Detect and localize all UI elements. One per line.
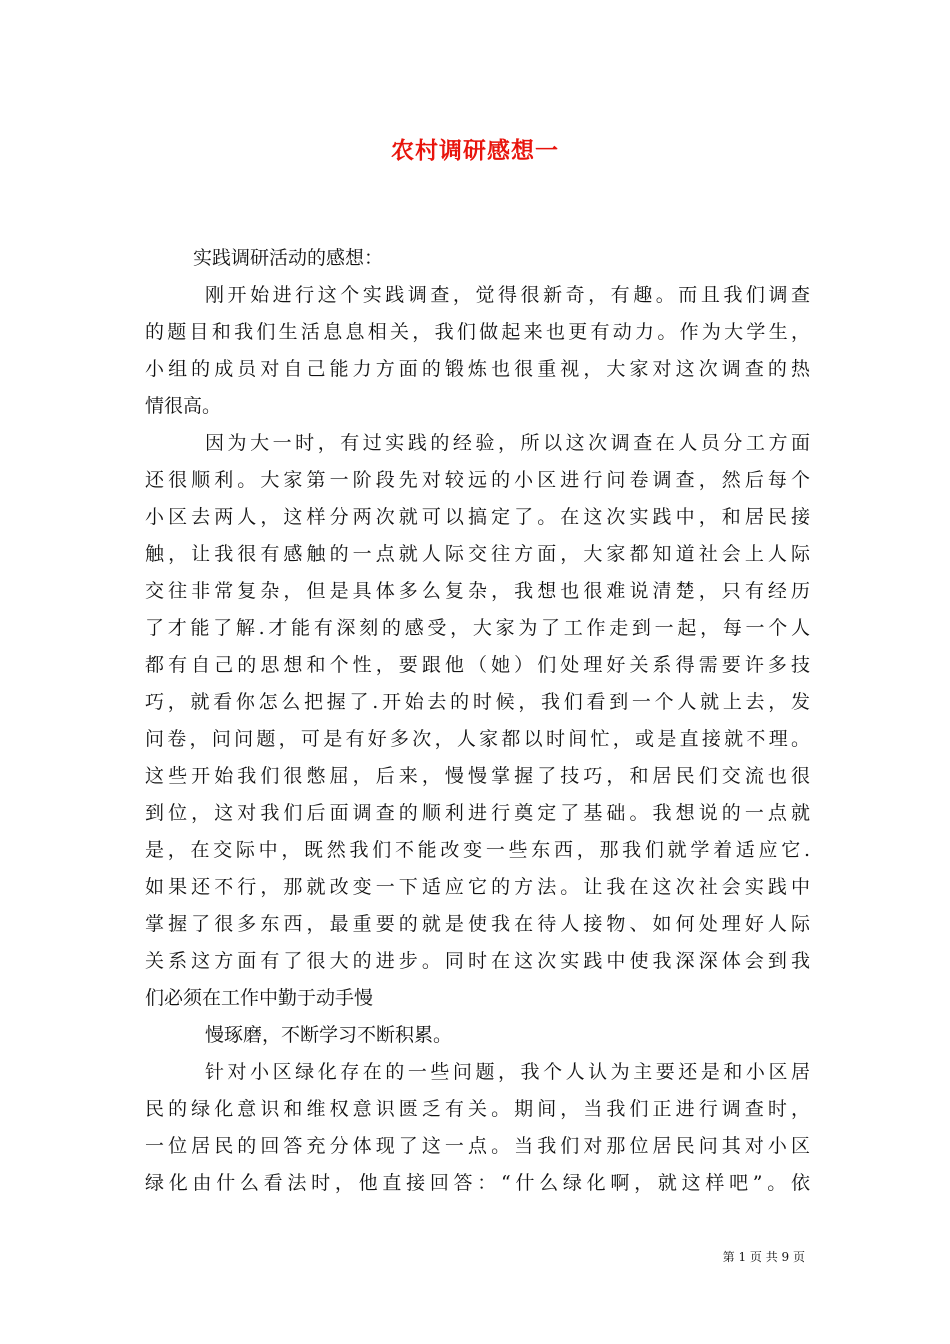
text-line: 小区去两人，这样分两次就可以搞定了。在这次实践中，和居民接: [145, 506, 810, 528]
text-line: 们必须在工作中勤于动手慢: [145, 987, 374, 1009]
text-line: 民的绿化意识和维权意识匮乏有关。期间，当我们正进行调查时，: [145, 1098, 810, 1120]
text-line: 这些开始我们很憋屈，后来，慢慢掌握了技巧，和居民们交流也很: [145, 765, 810, 787]
text-line: 针对小区绿化存在的一些问题，我个人认为主要还是和小区居: [205, 1061, 810, 1083]
text-line: 交往非常复杂，但是具体多么复杂，我想也很难说清楚，只有经历: [145, 580, 810, 602]
text-line: 慢琢磨，不断学习不断积累。: [205, 1024, 453, 1046]
text-line: 到位，这对我们后面调查的顺利进行奠定了基础。我想说的一点就: [145, 802, 810, 824]
text-line: 关系这方面有了很大的进步。同时在这次实践中使我深深体会到我: [145, 950, 810, 972]
text-line: 因为大一时，有过实践的经验，所以这次调查在人员分工方面: [205, 432, 810, 454]
text-line: 问卷，问问题，可是有好多次，人家都以时间忙，或是直接就不理。: [145, 728, 810, 750]
text-line: 刚开始进行这个实践调查，觉得很新奇，有趣。而且我们调查: [205, 284, 810, 306]
page-number: 第 1 页 共 9 页: [722, 1250, 805, 1264]
text-line: 如果还不行，那就改变一下适应它的方法。让我在这次社会实践中: [145, 876, 810, 898]
text-line: 掌握了很多东西，最重要的就是使我在待人接物、如何处理好人际: [145, 913, 810, 935]
text-line: 都有自己的思想和个性，要跟他（她）们处理好关系得需要许多技: [145, 654, 810, 676]
text-line: 一位居民的回答充分体现了这一点。当我们对那位居民问其对小区: [145, 1135, 810, 1157]
text-line: 巧，就看你怎么把握了.开始去的时候，我们看到一个人就上去，发: [145, 691, 810, 713]
text-line: 了才能了解.才能有深刻的感受，大家为了工作走到一起，每一个人: [145, 617, 810, 639]
text-line: 触，让我很有感触的一点就人际交往方面，大家都知道社会上人际: [145, 543, 810, 565]
text-line: 的题目和我们生活息息相关，我们做起来也更有动力。作为大学生，: [145, 321, 810, 343]
text-line: 是，在交际中，既然我们不能改变一些东西，那我们就学着适应它.: [145, 839, 810, 861]
document-body: [145, 240, 810, 1202]
page-title: 农村调研感想一: [391, 137, 559, 164]
text-line: 还很顺利。大家第一阶段先对较远的小区进行问卷调查，然后每个: [145, 469, 810, 491]
text-line: 绿化由什么看法时，他直接回答：“什么绿化啊，就这样吧”。依: [145, 1172, 810, 1194]
text-line: 情很高。: [145, 395, 222, 417]
text-line: 实践调研活动的感想：: [193, 247, 384, 269]
text-line: 小组的成员对自己能力方面的锻炼也很重视，大家对这次调查的热: [145, 358, 810, 380]
